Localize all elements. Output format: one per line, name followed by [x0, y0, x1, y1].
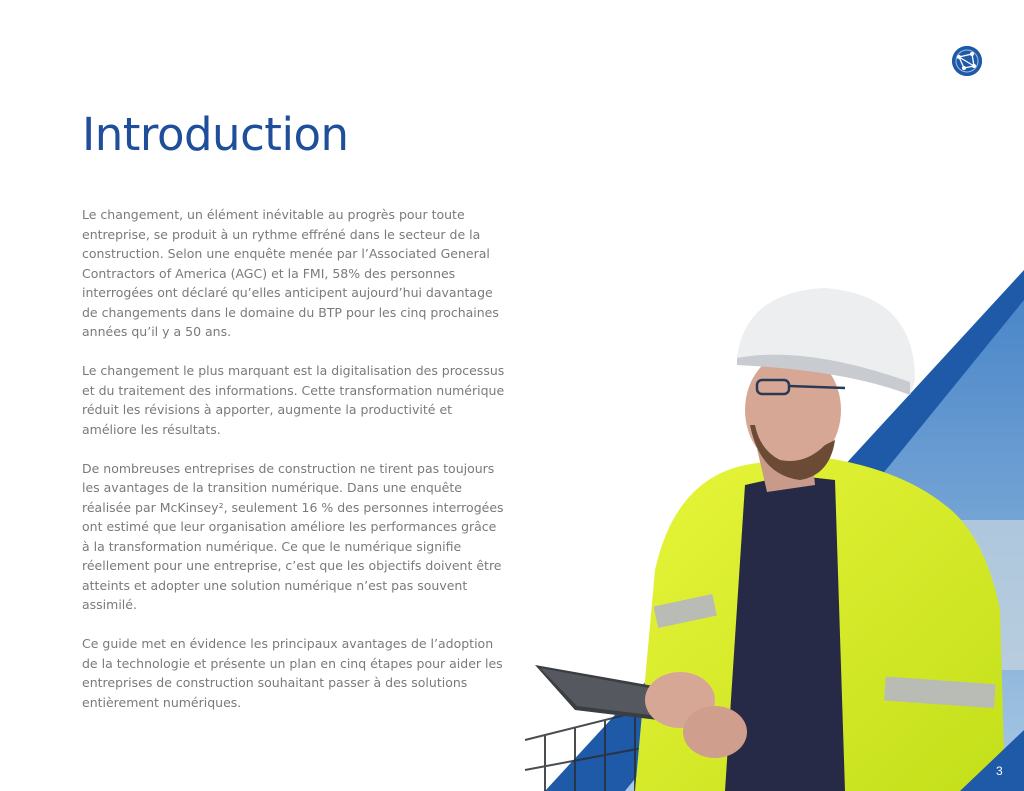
construction-worker-photo [505, 270, 1024, 791]
page-number: 3 [996, 764, 1003, 778]
intro-text [82, 205, 507, 732]
paragraph: Le changement, un élément inévitable au progrès pour toute entreprise, se produit à un rythme effréné dans le secteur de la construction. Selon une enquête menée par l’Associated General Contractors of America (AGC) et la FMI, 58% des personnes interrogées ont déclaré qu’elles anticipent aujourd’hui davantage de changements dans le domaine du BTP pour les cinq prochaines années qu’il y a 50 ans. [82, 207, 499, 339]
paragraph: De nombreuses entreprises de construction ne tirent pas toujours les avantages de la transition numérique. Dans une enquête réalisée par McKinsey², seulement 16 % des personnes interrogées ont estimé que leur organisation améliore les performances grâce à la transformation numérique. Ce que le numérique signifie réellement pour une entreprise, c’est que les objectifs doivent être atteints et adopter une solution numérique n’est pas souvent assimilé. [82, 460, 504, 612]
paragraph: Ce guide met en évidence les principaux avantages de l’adoption de la technologie et présente un plan en cinq étapes pour aider les entreprises de construction souhaitant passer à des solutions entièrement numériques. [82, 636, 503, 710]
paragraph: Le changement le plus marquant est la digitalisation des processus et du traitement des informations. Cette transformation numérique réduit les révisions à apporter, augmente la productivité et améliore les résultats. [82, 363, 505, 437]
globe-network-icon [952, 46, 982, 76]
page-title: Introduction [82, 108, 349, 161]
